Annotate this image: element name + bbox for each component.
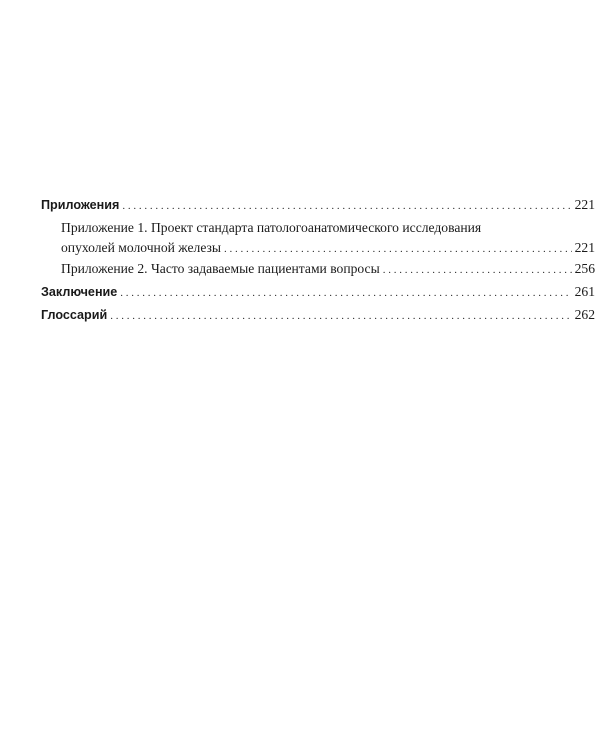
toc-entry-page: 262 bbox=[574, 307, 595, 322]
toc-entry-conclusion[interactable] bbox=[41, 282, 595, 303]
toc-entry-title: Приложение 2. Часто задаваемые пациентами вопросы bbox=[61, 261, 380, 276]
toc-entry-page: 256 bbox=[574, 261, 595, 276]
toc-entry-title-line1: Приложение 1. Проект стандарта патологоанатомического исследования bbox=[61, 220, 482, 235]
toc-entry-page: 221 bbox=[574, 240, 595, 255]
table-of-contents bbox=[41, 195, 595, 326]
toc-entry-appendix-1[interactable] bbox=[41, 218, 595, 259]
dot-leader bbox=[122, 196, 571, 216]
dot-leader bbox=[110, 306, 571, 326]
toc-entry-page: 261 bbox=[574, 284, 595, 299]
toc-entry-glossary[interactable] bbox=[41, 305, 595, 326]
toc-entry-appendices[interactable] bbox=[41, 195, 595, 216]
dot-leader bbox=[224, 239, 572, 259]
toc-entry-title: Глоссарий bbox=[41, 308, 108, 322]
dot-leader bbox=[383, 260, 572, 280]
toc-entry-title-line2: опухолей молочной железы bbox=[61, 240, 222, 255]
dot-leader bbox=[120, 283, 571, 303]
toc-entry-page: 221 bbox=[574, 197, 595, 212]
toc-entry-title: Заключение bbox=[41, 285, 118, 299]
toc-entry-appendix-2[interactable] bbox=[41, 259, 595, 280]
toc-entry-title: Приложения bbox=[41, 198, 120, 212]
